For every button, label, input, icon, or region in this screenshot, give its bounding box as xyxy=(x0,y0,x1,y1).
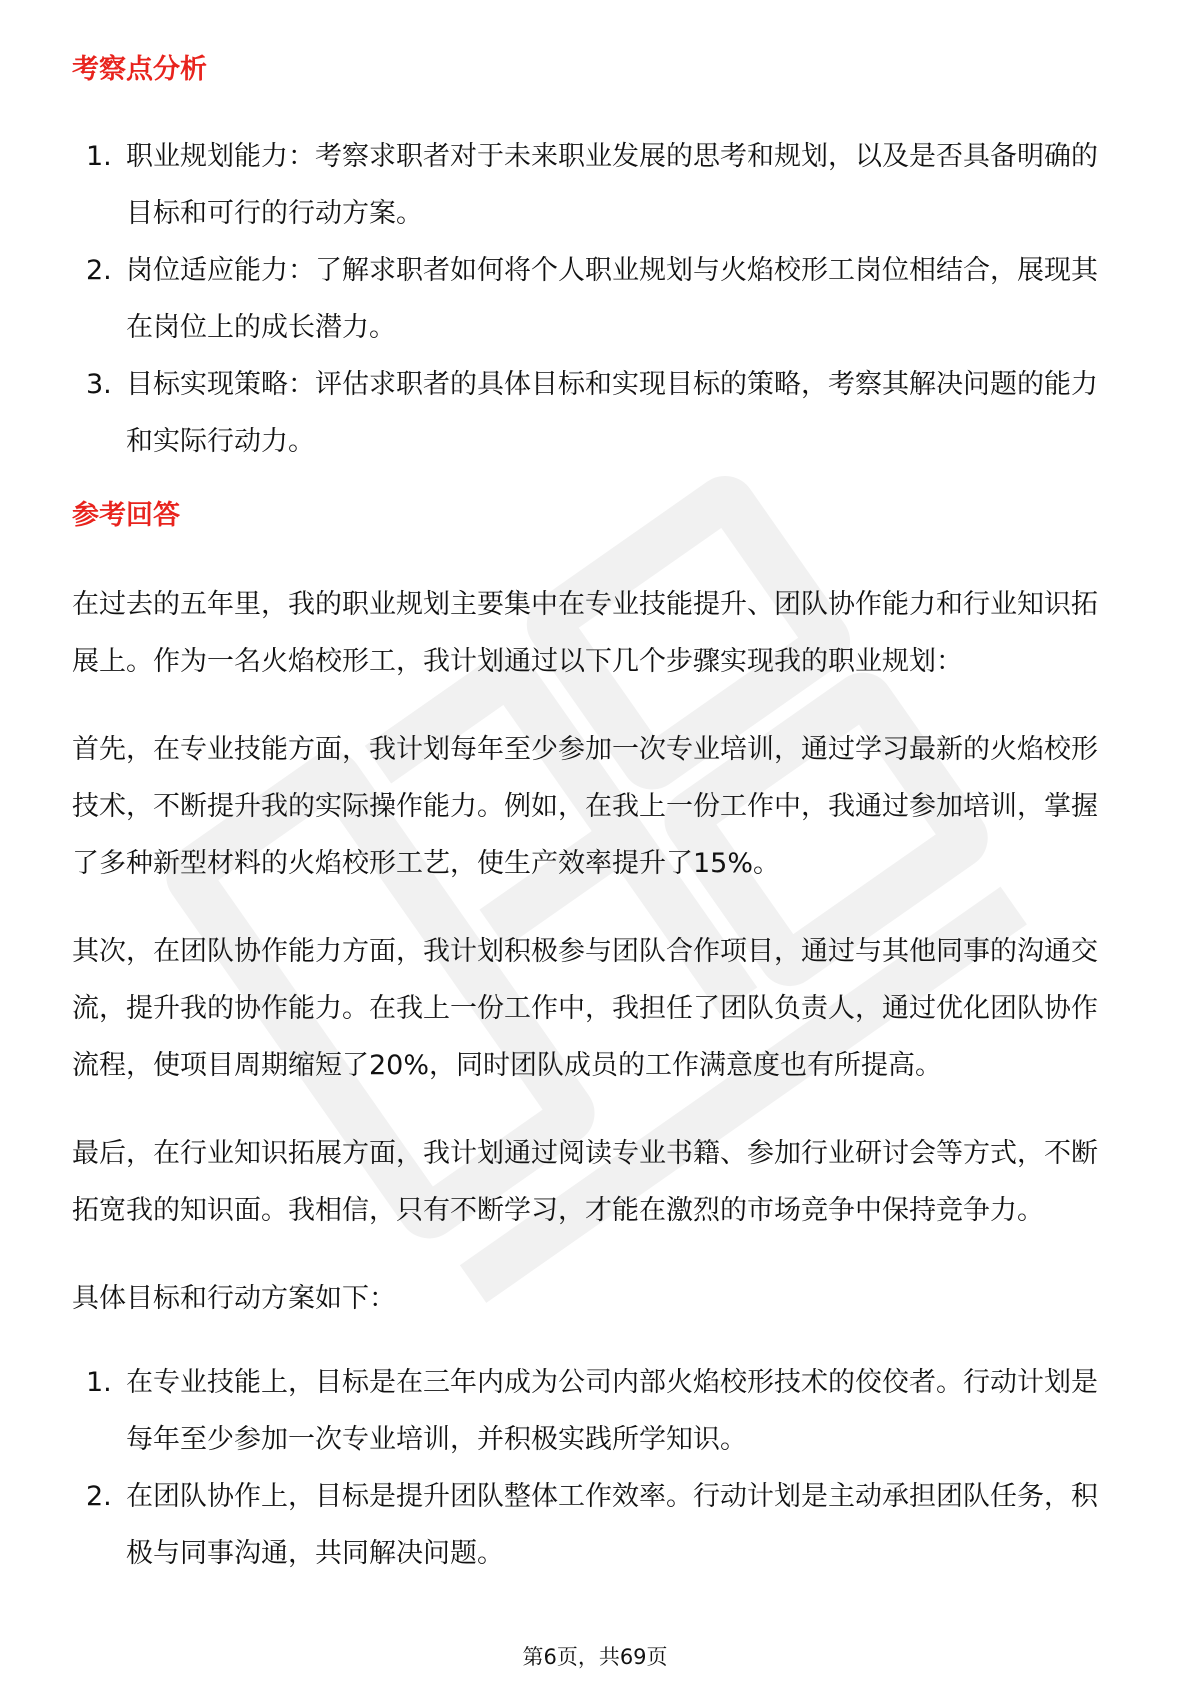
list-item xyxy=(72,242,1122,356)
page-content xyxy=(72,50,1122,1582)
paragraph: 首先，在专业技能方面，我计划每年至少参加一次专业培训，通过学习最新的火焰校形技术，不断提升我的实际操作能力。例如，在我上一份工作中，我通过参加培训，掌握了多种新型材料的火焰校形工艺，使生产效率提升了15%。 xyxy=(72,734,1098,879)
list-item-number: 2. xyxy=(86,255,112,286)
paragraph: 具体目标和行动方案如下： xyxy=(72,1283,396,1314)
list-item-number: 3. xyxy=(86,369,112,400)
list-item-number: 1. xyxy=(86,1367,112,1398)
page-number-footer: 第6页，共69页 xyxy=(522,1645,668,1669)
list-item xyxy=(72,1468,1122,1582)
paragraph: 最后，在行业知识拓展方面，我计划通过阅读专业书籍、参加行业研讨会等方式，不断拓宽我的知识面。我相信，只有不断学习，才能在激烈的市场竞争中保持竞争力。 xyxy=(72,1138,1098,1226)
section-heading-analysis: 考察点分析 xyxy=(72,54,207,85)
section-heading-reference-answer: 参考回答 xyxy=(72,500,180,531)
list-item-text: 职业规划能力：考察求职者对于未来职业发展的思考和规划，以及是否具备明确的目标和可行的行动方案。 xyxy=(126,141,1098,229)
list-item-text: 岗位适应能力：了解求职者如何将个人职业规划与火焰校形工岗位相结合，展现其在岗位上的成长潜力。 xyxy=(126,255,1098,343)
list-item-text: 目标实现策略：评估求职者的具体目标和实现目标的策略，考察其解决问题的能力和实际行动力。 xyxy=(126,369,1098,457)
list-item-text: 在专业技能上，目标是在三年内成为公司内部火焰校形技术的佼佼者。行动计划是每年至少参加一次专业培训，并积极实践所学知识。 xyxy=(126,1367,1098,1455)
list-item xyxy=(72,128,1122,242)
list-item-number: 2. xyxy=(86,1481,112,1512)
list-item xyxy=(72,356,1122,470)
paragraph: 其次，在团队协作能力方面，我计划积极参与团队合作项目，通过与其他同事的沟通交流，提升我的协作能力。在我上一份工作中，我担任了团队负责人，通过优化团队协作流程，使项目周期缩短了20%，同时团队成员的工作满意度也有所提高。 xyxy=(72,936,1098,1081)
action-plan-list xyxy=(72,1354,1122,1582)
paragraph: 在过去的五年里，我的职业规划主要集中在专业技能提升、团队协作能力和行业知识拓展上。作为一名火焰校形工，我计划通过以下几个步骤实现我的职业规划： xyxy=(72,589,1098,677)
list-item-number: 1. xyxy=(86,141,112,172)
analysis-list xyxy=(72,128,1122,470)
list-item-text: 在团队协作上，目标是提升团队整体工作效率。行动计划是主动承担团队任务，积极与同事沟通，共同解决问题。 xyxy=(126,1481,1098,1569)
list-item xyxy=(72,1354,1122,1468)
